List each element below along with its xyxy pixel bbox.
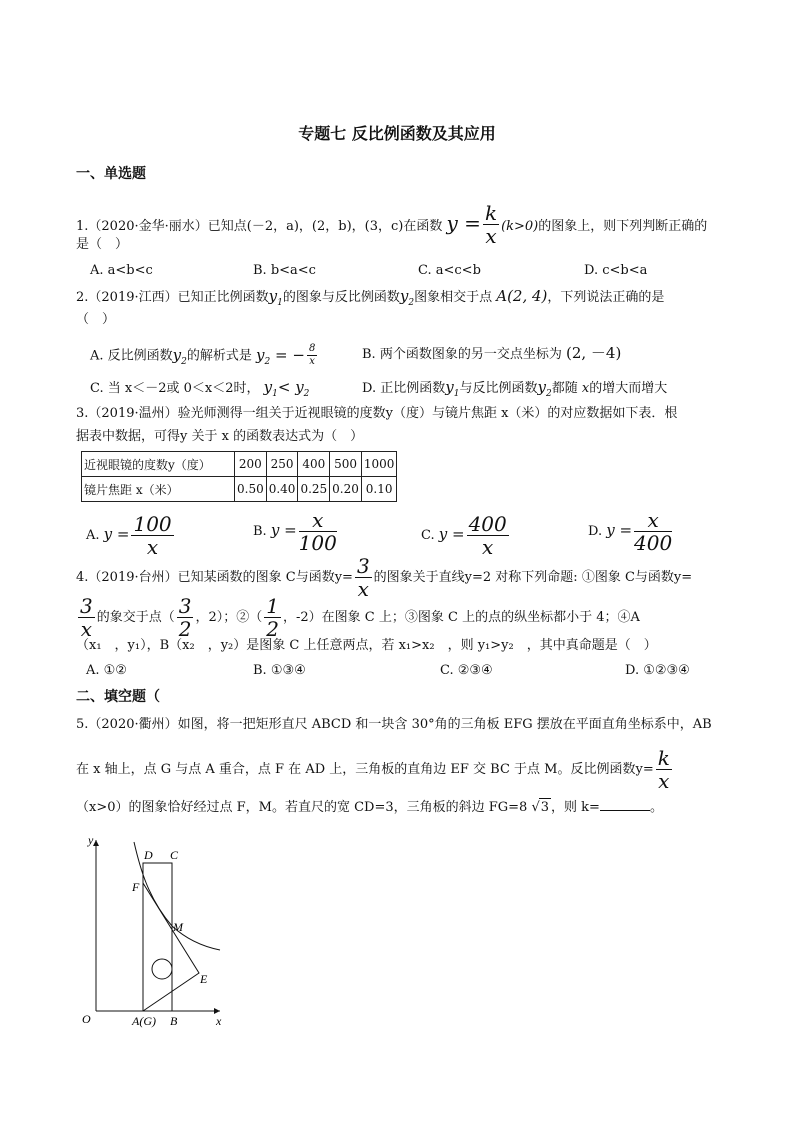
q4-frac-den: x [357, 577, 369, 601]
q2-opta-den: x [309, 356, 315, 367]
q4-text-b: 的图象关于直线y=2 对称下列命题: ①图象 C与函数y= [373, 570, 693, 585]
q5-frac-num: k [657, 746, 670, 770]
table-row [82, 477, 397, 502]
q2-optc-cond: x＜－2或 0＜x＜2时， [124, 381, 260, 396]
page-title: 专题七 反比例函数及其应用 [298, 124, 496, 143]
q2-text-d: ，下列说法正确的是 [547, 290, 665, 305]
q1-frac-den: x [485, 224, 497, 248]
q2-opta-y2: $y_2$ [172, 345, 187, 367]
q3-optd-den: 400 [634, 531, 673, 555]
q2-optd-y2: $y_2$ [537, 378, 552, 399]
q5-text-b: （x>0）的图象恰好经过点 F，M。若直尺的宽 CD=3，三角板的斜边 FG=8 [76, 800, 528, 815]
sqrt-icon: √ [531, 800, 540, 815]
label-c: C [170, 848, 179, 862]
question-2-line1 [76, 287, 664, 312]
label-d: D [144, 848, 153, 862]
q1-func: y = $\frac{k}{x}$ [446, 201, 498, 248]
q4-text-e: ，-2）在图象 C 上；③图象 C 上的点的纵坐标都小于 4；④A [283, 610, 640, 625]
q4-frac3-den: 2 [178, 617, 192, 641]
q1-frac-num: k [484, 201, 498, 225]
table-row [82, 452, 397, 477]
q3-optb-den: 100 [298, 531, 337, 555]
q2-optc-ineq: $y_1< y_2$ [263, 378, 310, 399]
q4-frac4-den: 2 [266, 617, 279, 641]
table-cell: 400 [298, 452, 330, 477]
q2-optc-text: C. 当 [90, 381, 121, 396]
q3-optb-num: x [299, 510, 337, 532]
q3-option-d[interactable]: D. y = $\frac{x}{400}$ [588, 508, 673, 555]
q1-option-d[interactable]: D. c<b<a [584, 263, 648, 278]
q1-option-b[interactable]: B. b<a<c [253, 263, 316, 278]
q2-optd-text3: 都随 [551, 381, 578, 396]
q4-frac-num: 3 [356, 554, 370, 578]
q5-text-c: ，则 k= [551, 800, 600, 815]
q2-optb-text: B. 两个函数图象的另一交点坐标为 [362, 347, 562, 362]
question-2-line2: （ ） [76, 312, 116, 327]
table-cell: 0.20 [330, 477, 362, 502]
label-e: E [200, 972, 208, 986]
label-x: x [216, 1014, 222, 1028]
label-o: O [82, 1012, 91, 1026]
label-b: B [170, 1014, 178, 1028]
q1-suffix: 的图象上，则下列判断正确的 [538, 219, 708, 234]
table-cell: 1000 [361, 452, 397, 477]
table-cell: 0.10 [361, 477, 397, 502]
q3-data-table [81, 451, 397, 502]
q3-option-b[interactable]: B. y = $\frac{x}{100}$ [253, 508, 337, 555]
q2-opta-formula: $y_2$ = − $\frac{8}{x}$ [256, 343, 316, 367]
q3-option-a[interactable]: A. y = $\frac{100}{x}$ [86, 512, 172, 559]
q2-option-b[interactable] [362, 344, 621, 364]
q4-frac2-num: 3 [80, 594, 93, 618]
q3-optd-num: x [634, 510, 672, 532]
q3-opta-num: 100 [133, 512, 172, 536]
table-cell: 200 [235, 452, 267, 477]
q2-option-d[interactable] [362, 378, 667, 403]
q4-text-a: 4.（2019·台州）已知某函数的图象 C与函数y= [76, 570, 353, 585]
question-4-line1 [76, 556, 692, 599]
question-4-line3: （x₁ ，y₁），B（x₂ ，y₂）是图象 C 上任意两点，若 x₁>x₂ ，则 y₁>y₂ ，其中真命题是（ ） [76, 638, 657, 653]
q2-point-a: A(2, 4) [496, 287, 548, 305]
section-fill-blank: 二、填空题（ [76, 689, 160, 705]
table-cell: 250 [266, 452, 298, 477]
label-y: y [88, 833, 94, 847]
q2-optd-text2: 与反比例函数 [459, 381, 538, 396]
triangle-efg [143, 883, 199, 1011]
question-5-line3 [76, 798, 663, 817]
section-single-choice: 一、单选题 [76, 166, 146, 182]
q4-option-b[interactable]: B. ①③④ [253, 663, 306, 678]
q4-option-d[interactable]: D. ①②③④ [625, 663, 690, 678]
q1-cond: (k>0) [501, 219, 539, 234]
table-cell: 500 [330, 452, 362, 477]
q2-optd-y1: $y_1$ [445, 378, 460, 399]
q2-text-b: 的图象与反比例函数 [282, 290, 400, 305]
question-1-line2: 是（ ） [76, 237, 129, 252]
q3-optc-den: x [482, 535, 494, 559]
q4-frac3-num: 3 [178, 594, 192, 618]
q5-frac-den: x [658, 769, 670, 793]
table-cell: 0.40 [266, 477, 298, 502]
q2-optd-text4: 的增大而增大 [589, 381, 668, 396]
q2-option-a[interactable] [90, 344, 319, 371]
q3-opta-den: x [146, 535, 159, 559]
question-5-line1: 5.（2020·衢州）如图，将一把矩形直尺 ABCD 和一块含 30°角的三角板 EFG 摆放在平面直角坐标系中，AB [76, 717, 712, 732]
label-ag: A(G) [132, 1014, 156, 1028]
q4-option-c[interactable]: C. ②③④ [440, 663, 493, 678]
q3-option-c[interactable]: C. y = $\frac{400}{x}$ [421, 512, 507, 559]
table-header-degree: 近视眼镜的度数y（度） [82, 452, 235, 477]
q2-optd-x: x [581, 381, 590, 396]
circle-shape [152, 959, 172, 979]
table-header-focal: 镜片焦距 x（米） [82, 477, 235, 502]
q4-text-c: 的象交于点（ [96, 610, 175, 625]
q1-option-a[interactable]: A. a<b<c [90, 263, 153, 278]
q2-optb-point: (2, －4) [565, 344, 622, 362]
table-cell: 0.25 [298, 477, 330, 502]
q1-option-c[interactable]: C. a<c<b [418, 263, 481, 278]
q2-opta-text: A. 反比例函数 [90, 348, 173, 364]
q2-text-a: 2.（2019·江西）已知正比例函数 [76, 290, 269, 305]
q5-sqrt-value: 3 [540, 800, 550, 815]
q2-y1: $y_1$ [268, 287, 283, 308]
q3-optc-num: 400 [468, 512, 507, 536]
label-m: M [173, 920, 183, 934]
q5-text-a: 在 x 轴上，点 G 与点 A 重合，点 F 在 AD 上，三角板的直角边 EF 交 BC 于点 M。反比例函数y= [76, 762, 654, 777]
label-f: F [132, 880, 140, 894]
q5-figure [70, 828, 240, 1028]
question-3-line2: 据表中数据，可得y 关于 x 的函数表达式为（ ） [76, 429, 364, 444]
question-4-line2 [76, 596, 640, 639]
question-1-line1 [76, 203, 707, 246]
q2-y2: $y_2$ [399, 287, 415, 308]
q2-opta-num: 8 [308, 343, 316, 354]
q2-text-c: 图象相交于点 [414, 290, 493, 305]
q2-optd-text: D. 正比例函数 [362, 381, 446, 396]
q4-frac2-den: x [80, 617, 92, 641]
q1-prefix: 1.（2020·金华·丽水）已知点(－2，a)，(2，b)，(3，c)在函数 [76, 219, 443, 234]
table-cell: 0.50 [235, 477, 267, 502]
answer-blank[interactable] [600, 798, 650, 811]
q4-option-a[interactable]: A. ①② [86, 663, 127, 678]
q4-text-d: ，2）；②（ [195, 610, 263, 625]
question-3-line1: 3.（2019·温州）验光师测得一组关于近视眼镜的度数y（度）与镜片焦距 x（米）的对应数据如下表．根 [76, 406, 678, 421]
q4-frac4-num: 1 [266, 594, 279, 618]
q5-text-d: 。 [649, 800, 663, 815]
q2-option-c[interactable] [90, 378, 309, 403]
question-5-line2 [76, 748, 674, 791]
q2-opta-text2: 的解析式是 [186, 348, 252, 364]
